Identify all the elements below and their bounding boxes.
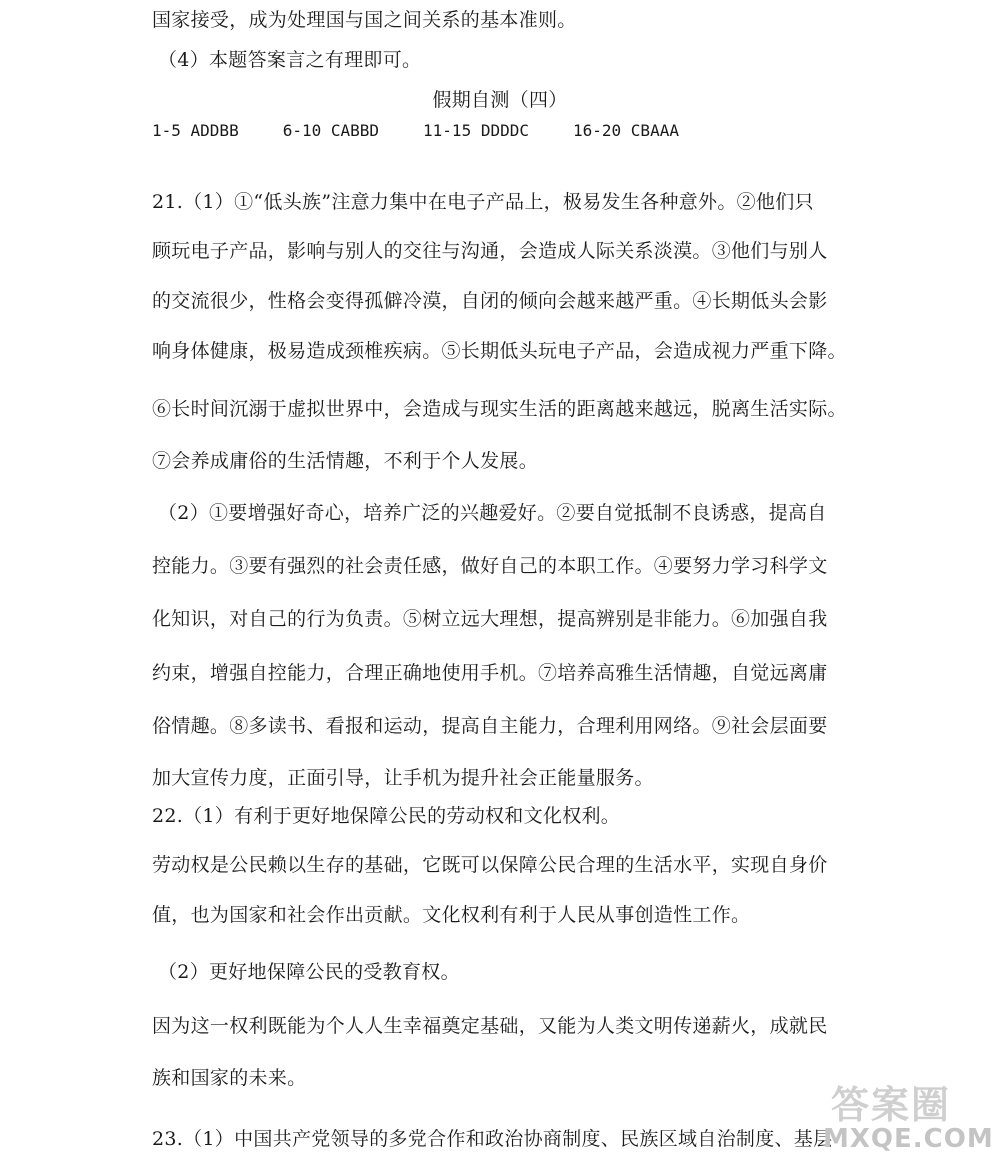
text-line: 22.（1）有利于更好地保障公民的劳动权和文化权利。 — [152, 805, 621, 827]
text-line: ⑥长时间沉溺于虚拟世界中，会造成与现实生活的距离越来越远，脱离生活实际。 — [152, 398, 847, 420]
watermark-logo-text: 答案圈 — [831, 1083, 952, 1127]
watermark-site-text: MXQE.COM — [823, 1124, 994, 1154]
text-line: （2）①要增强好奇心，培养广泛的兴趣爱好。②要自觉抵制不良诱惑，提高自 — [158, 502, 827, 524]
text-line: 顾玩电子产品，影响与别人的交往与沟通，会造成人际关系淡漠。③他们与别人 — [152, 240, 828, 262]
answer-group: 11-15 DDDDC — [423, 121, 529, 140]
answer-group: 16-20 CBAAA — [573, 121, 679, 140]
answer-group: 6-10 CABBD — [282, 121, 380, 140]
text-line: 约束，增强自控能力，合理正确地使用手机。⑦培养高雅生活情趣，自觉远离庸 — [152, 662, 828, 684]
answer-group: 1-5 ADDBB — [152, 121, 239, 140]
text-line: ⑦会养成庸俗的生活情趣，不利于个人发展。 — [152, 450, 539, 472]
text-line: 值，也为国家和社会作出贡献。文化权利有利于人民从事创造性工作。 — [152, 904, 751, 926]
answer-key — [152, 119, 679, 143]
text-line: 响身体健康，极易造成颈椎疾病。⑤长期低头玩电子产品，会造成视力严重下降。 — [152, 340, 847, 362]
text-line: 族和国家的未来。 — [152, 1067, 307, 1089]
text-line: 俗情趣。⑧多读书、看报和运动，提高自主能力，合理利用网络。⑨社会层面要 — [152, 715, 828, 737]
text-line: （4）本题答案言之有理即可。 — [158, 49, 422, 71]
text-line: 因为这一权利既能为个人人生幸福奠定基础，又能为人类文明传递薪火，成就民 — [152, 1015, 828, 1037]
text-line: （2）更好地保障公民的受教育权。 — [158, 961, 460, 983]
text-line: 劳动权是公民赖以生存的基础，它既可以保障公民合理的生活水平，实现自身价 — [152, 854, 828, 876]
text-line: 21.（1）①“低头族”注意力集中在电子产品上，极易发生各种意外。②他们只 — [152, 191, 814, 213]
text-line: 化知识，对自己的行为负责。⑤树立远大理想，提高辨别是非能力。⑥加强自我 — [152, 608, 828, 630]
site-watermark — [823, 1074, 998, 1156]
text-line: 控能力。③要有强烈的社会责任感，做好自己的本职工作。④要努力学习科学文 — [152, 555, 828, 577]
text-line: 23.（1）中国共产党领导的多党合作和政治协商制度、民族区域自治制度、基层 — [152, 1128, 833, 1150]
text-line: 国家接受，成为处理国与国之间关系的基本准则。 — [152, 9, 577, 31]
text-line: 的交流很少，性格会变得孤僻冷漠，自闭的倾向会越来越严重。④长期低头会影 — [152, 290, 828, 312]
text-line: 加大宣传力度，正面引导，让手机为提升社会正能量服务。 — [152, 767, 654, 789]
section-heading: 假期自测（四） — [432, 89, 568, 111]
